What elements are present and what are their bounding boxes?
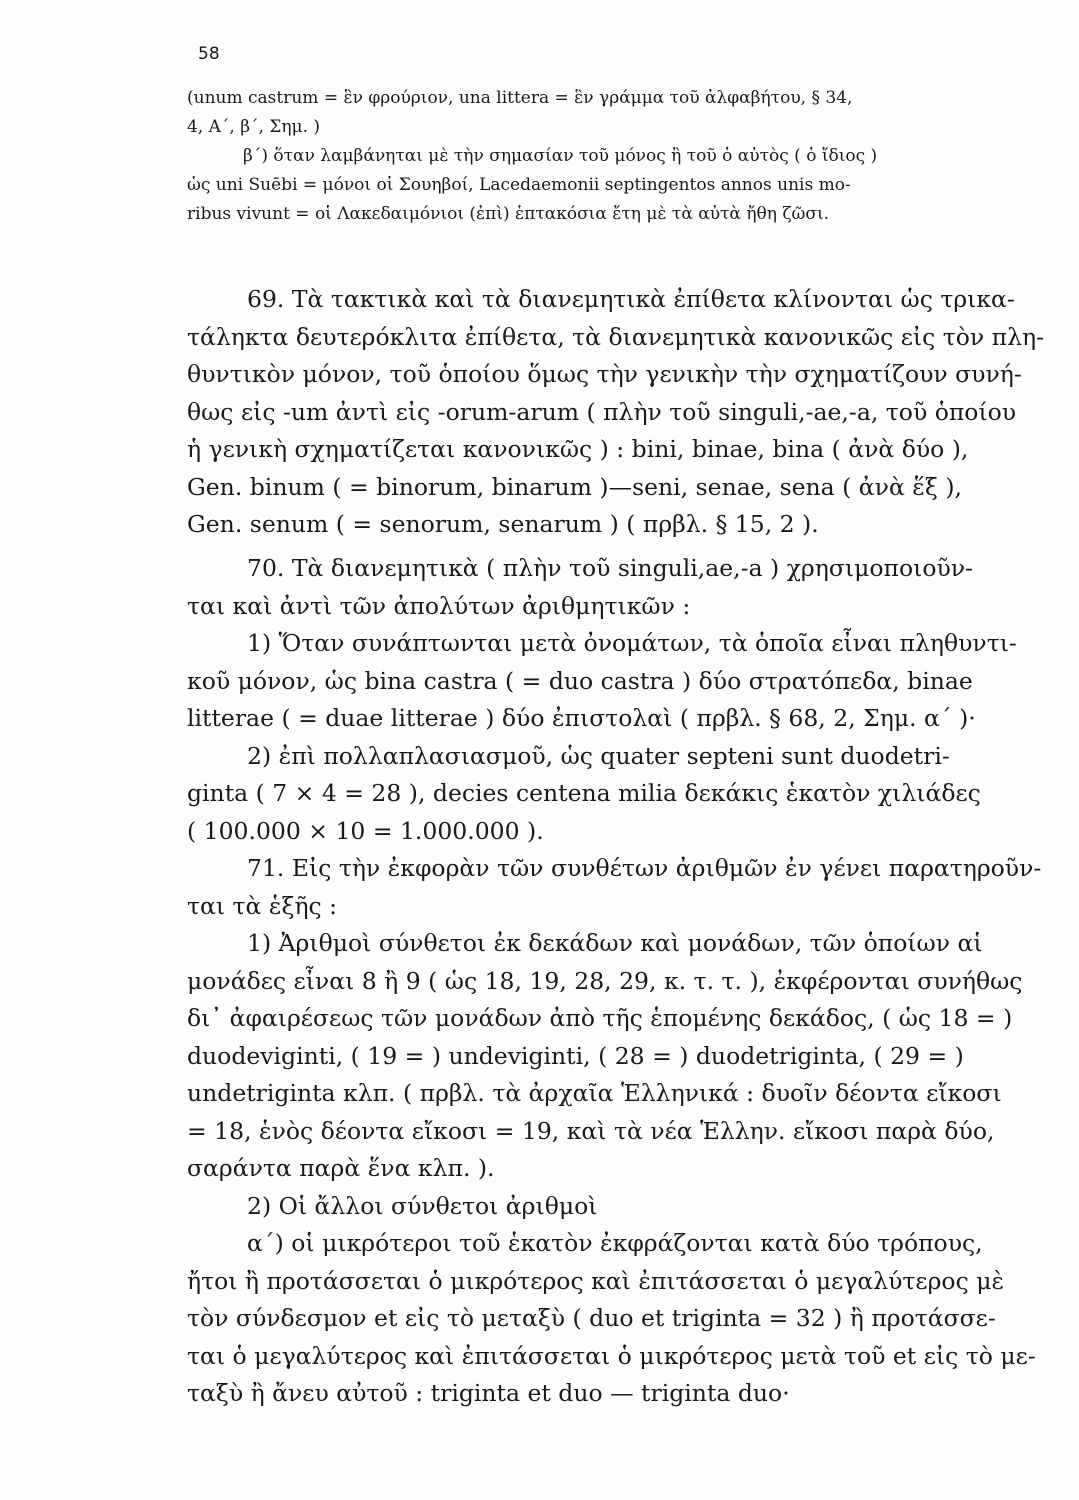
section-70 — [187, 550, 1045, 850]
text-line: ταξὺ ἢ ἄνευ αὐτοῦ : triginta et duo — triginta duo· — [187, 1379, 790, 1407]
intro-note-block — [187, 84, 1045, 229]
section-heading-line: 70. Τὰ διανεμητικὰ ( πλὴν τοῦ singuli,ae,-a ) χρησιμοποιοῦν- — [247, 554, 973, 582]
text-line: litterae ( = duae litterae ) δύο ἐπιστολαὶ ( πρβλ. § 68, 2, Σημ. α΄ )· — [187, 704, 976, 732]
text-line: β΄) ὅταν λαμβάνηται μὲ τὴν σημασίαν τοῦ μόνος ἢ τοῦ ὁ αὐτὸς ( ὁ ἴδιος ) — [243, 146, 878, 166]
text-line: (unum castrum = ἓν φρούριον, una littera = ἓν γράμμα τοῦ ἀλφαβήτου, § 34, — [187, 88, 853, 108]
text-line: ἤτοι ἢ προτάσσεται ὁ μικρότερος καὶ ἐπιτάσσεται ὁ μεγαλύτερος μὲ — [187, 1266, 1005, 1295]
text-line: duodeviginti, ( 19 = ) undeviginti, ( 28 = ) duodetriginta, ( 29 = ) — [187, 1041, 964, 1070]
text-line: τὸν σύνδεσμον et εἰς τὸ μεταξὺ ( duo et triginta = 32 ) ἢ προτάσσε- — [187, 1304, 996, 1332]
text-line: 2) Οἱ ἄλλοι σύνθετοι ἀριθμοὶ — [247, 1191, 598, 1220]
text-line: Gen. senum ( = senorum, senarum ) ( πρβλ. § 15, 2 ). — [187, 510, 819, 538]
text-line: ὡς uni Suēbi = μόνοι οἱ Σουηβοί, Lacedaemonii septingentos annos unis mo- — [187, 175, 851, 195]
text-line: α΄) οἱ μικρότεροι τοῦ ἑκατὸν ἐκφράζονται κατὰ δύο τρόπους, — [247, 1229, 983, 1257]
text-line: τάληκτα δευτερόκλιτα ἐπίθετα, τὰ διανεμητικὰ κανονικῶς εἰς τὸν πλη- — [187, 322, 1045, 351]
text-line: = 18, ἑνὸς δέοντα εἴκοσι = 19, καὶ τὰ νέα Ἑλλην. εἴκοσι παρὰ δύο, — [187, 1116, 995, 1145]
text-line: σαράντα παρὰ ἕνα κλπ. ). — [187, 1154, 495, 1182]
text-line: Gen. binum ( = binorum, binarum )—seni, senae, sena ( ἀνὰ ἕξ ), — [187, 472, 962, 501]
text-line: 1) Ὅταν συνάπτωνται μετὰ ὀνομάτων, τὰ ὁποῖα εἶναι πληθυντι- — [247, 629, 1017, 657]
text-line: θως εἰς -um ἀντὶ εἰς -orum-arum ( πλὴν τοῦ singuli,-ae,-a, τοῦ ὁποίου — [187, 397, 1017, 426]
text-line: ἡ γενικὴ σχηματίζεται κανονικῶς ) : bini, binae, bina ( ἀνὰ δύο ), — [187, 435, 969, 463]
text-line: κοῦ μόνον, ὡς bina castra ( = duo castra ) δύο στρατόπεδα, binae — [187, 666, 973, 695]
text-line: ται καὶ ἀντὶ τῶν ἀπολύτων ἀριθμητικῶν : — [187, 591, 691, 620]
text-line: ται ὁ μεγαλύτερος καὶ ἐπιτάσσεται ὁ μικρότερος μετὰ τοῦ et εἰς τὸ με- — [187, 1341, 1036, 1370]
text-line: ribus vivunt = οἱ Λακεδαιμόνιοι (ἐπὶ) ἑπτακόσια ἔτη μὲ τὰ αὐτὰ ἤθη ζῶσι. — [187, 204, 830, 224]
section-heading-line: 69. Τὰ τακτικὰ καὶ τὰ διανεμητικὰ ἐπίθετα κλίνονται ὡς τρικα- — [247, 285, 1015, 313]
text-line: δι᾿ ἀφαιρέσεως τῶν μονάδων ἀπὸ τῆς ἑπομένης δεκάδος, ( ὡς 18 = ) — [187, 1004, 1013, 1032]
text-line: ται τὰ ἑξῆς : — [187, 891, 338, 920]
section-69 — [187, 281, 1045, 544]
section-heading-line: 71. Εἰς τὴν ἐκφορὰν τῶν συνθέτων ἀριθμῶν ἐν γένει παρατηροῦν- — [247, 854, 1042, 882]
text-line: ginta ( 7 × 4 = 28 ), decies centena milia δεκάκις ἑκατὸν χιλιάδες — [187, 779, 981, 807]
text-line: undetriginta κλπ. ( πρβλ. τὰ ἀρχαῖα Ἑλληνικά : δυοῖν δέοντα εἴκοσι — [187, 1079, 1002, 1107]
text-line: μονάδες εἶναι 8 ἢ 9 ( ὡς 18, 19, 28, 29, κ. τ. τ. ), ἐκφέρονται συνήθως — [187, 966, 1023, 995]
section-71 — [187, 850, 1045, 1413]
page-number: 58 — [198, 44, 220, 64]
text-line: 2) ἐπὶ πολλαπλασιασμοῦ, ὡς quater septeni sunt duodetri- — [247, 741, 950, 770]
text-line: θυντικὸν μόνον, τοῦ ὁποίου ὅμως τὴν γενικὴν τὴν σχηματίζουν συνή- — [187, 360, 1022, 388]
text-line: 1) Ἀριθμοὶ σύνθετοι ἐκ δεκάδων καὶ μονάδων, τῶν ὁποίων αἱ — [247, 929, 983, 957]
text-line: ( 100.000 × 10 = 1.000.000 ). — [187, 816, 544, 845]
text-line: 4, Α΄, β΄, Σημ. ) — [187, 117, 321, 137]
